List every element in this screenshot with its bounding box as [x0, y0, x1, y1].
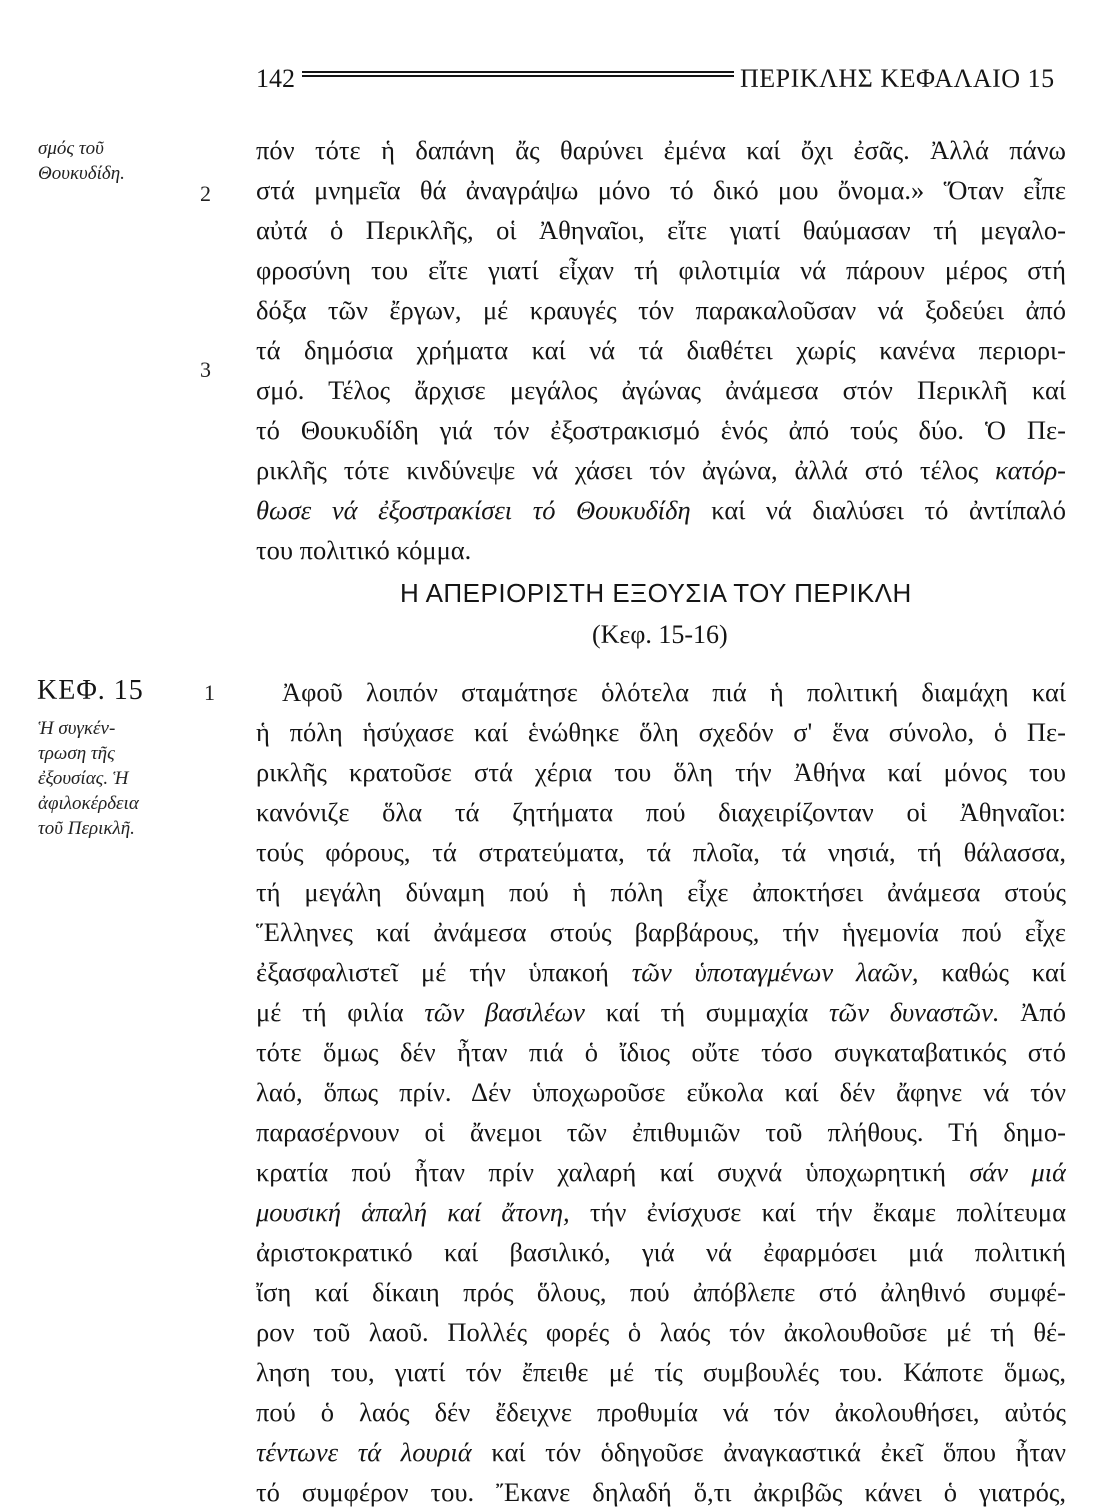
- text-segment: καί νά διαλύσει τό ἀντίπαλό: [711, 495, 1066, 525]
- paragraph-number-3: 3: [200, 357, 211, 382]
- italic-segment: τῶν δυναστῶν.: [829, 997, 1000, 1027]
- margin-note-top: [38, 136, 125, 186]
- text-segment: καθώς καί: [941, 957, 1066, 987]
- text-line: του πολιτικό κόμμα.: [256, 535, 472, 565]
- text-line: πού ὁ λαός δέν ἔδειχνε προθυμία νά τόν ἀκολουθήσει, αὐτός: [256, 1397, 1066, 1427]
- text-segment: ἐξασφαλιστεῖ μέ τήν ὑπακοή: [256, 957, 609, 987]
- text-segment: καί τή συμμαχία: [605, 997, 809, 1027]
- text-line: [256, 1432, 1066, 1472]
- text-line: Ἀφοῦ λοιπόν σταμάτησε ὁλότελα πιά ἡ πολιτική διαμάχη καί: [282, 677, 1066, 707]
- italic-segment: θωσε νά ἐξοστρακίσει τό Θουκυδίδη: [256, 495, 691, 525]
- body-paragraph-2: [256, 672, 1066, 1512]
- text-line: δόξα τῶν ἔργων, μέ κραυγές τόν παρακαλοῦσαν νά ξοδεύει ἀπό: [256, 295, 1066, 325]
- margin-note-line: Θουκυδίδη.: [38, 163, 125, 184]
- text-line: τότε ὅμως δέν ἦταν πιά ὁ ἴδιος οὔτε τόσο συγκαταβατικός στό: [256, 1037, 1066, 1067]
- text-line: ρικλῆς κρατοῦσε στά χέρια του ὅλη τήν Ἀθήνα καί μόνος του: [256, 757, 1066, 787]
- body-paragraph-1: [256, 130, 1066, 570]
- text-line: τά δημόσια χρήματα καί νά τά διαθέτει χωρίς κανένα περιορι-: [256, 335, 1066, 365]
- text-line: ἴση καί δίκαιη πρός ὅλους, πού ἀπόβλεπε στό ἀληθινό συμφέ-: [256, 1277, 1066, 1307]
- text-line: τό συμφέρον του. Ἔκανε δηλαδή ὅ,τι ἀκριβῶς κάνει ὁ γιατρός,: [256, 1477, 1066, 1507]
- italic-segment: μουσική ἁπαλή καί ἄτονη,: [256, 1197, 570, 1227]
- margin-note-chapter: [38, 716, 139, 841]
- margin-note-line: τρωση τῆς: [38, 743, 115, 764]
- text-line: λαό, ὅπως πρίν. Δέν ὑποχωροῦσε εὔκολα καί δέν ἄφηνε νά τόν: [256, 1077, 1066, 1107]
- margin-note-line: τοῦ Περικλῆ.: [38, 818, 135, 839]
- italic-segment: τέντωνε τά λουριά: [256, 1437, 472, 1467]
- margin-note-line: σμός τοῦ: [38, 138, 104, 159]
- text-line: στά μνημεῖα θά ἀναγράψω μόνο τό δικό μου ὄνομα.» Ὅταν εἶπε: [256, 175, 1066, 205]
- header-rule: [302, 71, 734, 81]
- text-line: τή μεγάλη δύναμη πού ἡ πόλη εἶχε ἀποκτήσει ἀνάμεσα στούς: [256, 877, 1066, 907]
- text-line: αὐτά ὁ Περικλῆς, οἱ Ἀθηναῖοι, εἴτε γιατί θαύμασαν τή μεγαλο-: [256, 215, 1066, 245]
- text-line: σμό. Τέλος ἄρχισε μεγάλος ἀγώνας ἀνάμεσα στόν Περικλῆ καί: [256, 375, 1066, 405]
- section-title: Η ΑΠΕΡΙΟΡΙΣΤΗ ΕΞΟΥΣΙΑ ΤΟΥ ΠΕΡΙΚΛΗ: [400, 578, 912, 608]
- margin-note-line: ἐξουσίας. Ἡ: [38, 768, 129, 789]
- text-line: Ἕλληνες καί ἀνάμεσα στούς βαρβάρους, τήν ἡγεμονία πού εἶχε: [256, 917, 1066, 947]
- italic-segment: κατόρ-: [995, 455, 1066, 485]
- italic-segment: τῶν ὑποταγμένων λαῶν,: [631, 957, 919, 987]
- text-line: τούς φόρους, τά στρατεύματα, τά πλοῖα, τά νησιά, τή θάλασσα,: [256, 837, 1066, 867]
- text-line: φροσύνη του εἴτε γιατί εἶχαν τή φιλοτιμία νά πάρουν μέρος στή: [256, 255, 1066, 285]
- paragraph-number-1: 1: [204, 680, 215, 705]
- section-subtitle: (Κεφ. 15-16): [592, 620, 728, 649]
- margin-note-line: ἀφιλοκέρδεια: [38, 793, 139, 814]
- margin-note-line: Ἡ συγκέν-: [38, 718, 116, 739]
- text-line: τό Θουκυδίδη γιά τόν ἐξοστρακισμό ἑνός ἀπό τούς δύο. Ὁ Πε-: [256, 415, 1066, 445]
- text-line: ληση του, γιατί τόν ἔπειθε μέ τίς συμβουλές του. Κάποτε ὅμως,: [256, 1357, 1066, 1387]
- running-header-title: ΠΕΡΙΚΛΗΣ ΚΕΦΑΛΑΙΟ 15: [740, 64, 1055, 93]
- text-segment: τήν ἐνίσχυσε καί τήν ἔκαμε πολίτευμα: [589, 1197, 1066, 1227]
- text-segment: μέ τή φιλία: [256, 997, 404, 1027]
- italic-segment: τῶν βασιλέων: [424, 997, 585, 1027]
- text-line: [256, 450, 1066, 490]
- page-number: 142: [256, 64, 295, 93]
- text-line: [256, 1152, 1066, 1192]
- text-line: πόν τότε ἡ δαπάνη ἄς θαρύνει ἐμένα καί ὄχι ἐσᾶς. Ἀλλά πάνω: [256, 135, 1066, 165]
- text-line: ἡ πόλη ἡσύχασε καί ἑνώθηκε ὅλη σχεδόν σ' ἕνα σύνολο, ὁ Πε-: [256, 717, 1066, 747]
- text-segment: κρατία πού ἦταν πρίν χαλαρή καί συχνά ὑποχωρητική: [256, 1157, 946, 1187]
- text-segment: ρικλῆς τότε κινδύνεψε νά χάσει τόν ἀγώνα, ἀλλά στό τέλος: [256, 455, 979, 485]
- text-line: [256, 490, 1066, 530]
- text-line: κανόνιζε ὅλα τά ζητήματα πού διαχειρίζονταν οἱ Ἀθηναῖοι:: [256, 797, 1066, 827]
- text-line: [256, 1192, 1066, 1232]
- paragraph-number-2: 2: [200, 181, 211, 206]
- text-line: [256, 992, 1066, 1032]
- text-line: ρον τοῦ λαοῦ. Πολλές φορές ὁ λαός τόν ἀκολουθοῦσε μέ τή θέ-: [256, 1317, 1066, 1347]
- italic-segment: σάν μιά: [969, 1157, 1066, 1187]
- text-segment: καί τόν ὁδηγοῦσε ἀναγκαστικά ἐκεῖ ὅπου ἦταν: [491, 1437, 1066, 1467]
- text-segment: Ἀπό: [1020, 997, 1066, 1027]
- text-line: ἀριστοκρατικό καί βασιλικό, γιά νά ἐφαρμόσει μιά πολιτική: [256, 1237, 1066, 1267]
- chapter-label: ΚΕΦ. 15: [37, 675, 144, 706]
- text-line: [256, 952, 1066, 992]
- text-line: παρασέρνουν οἱ ἄνεμοι τῶν ἐπιθυμιῶν τοῦ πλήθους. Τή δημο-: [256, 1117, 1066, 1147]
